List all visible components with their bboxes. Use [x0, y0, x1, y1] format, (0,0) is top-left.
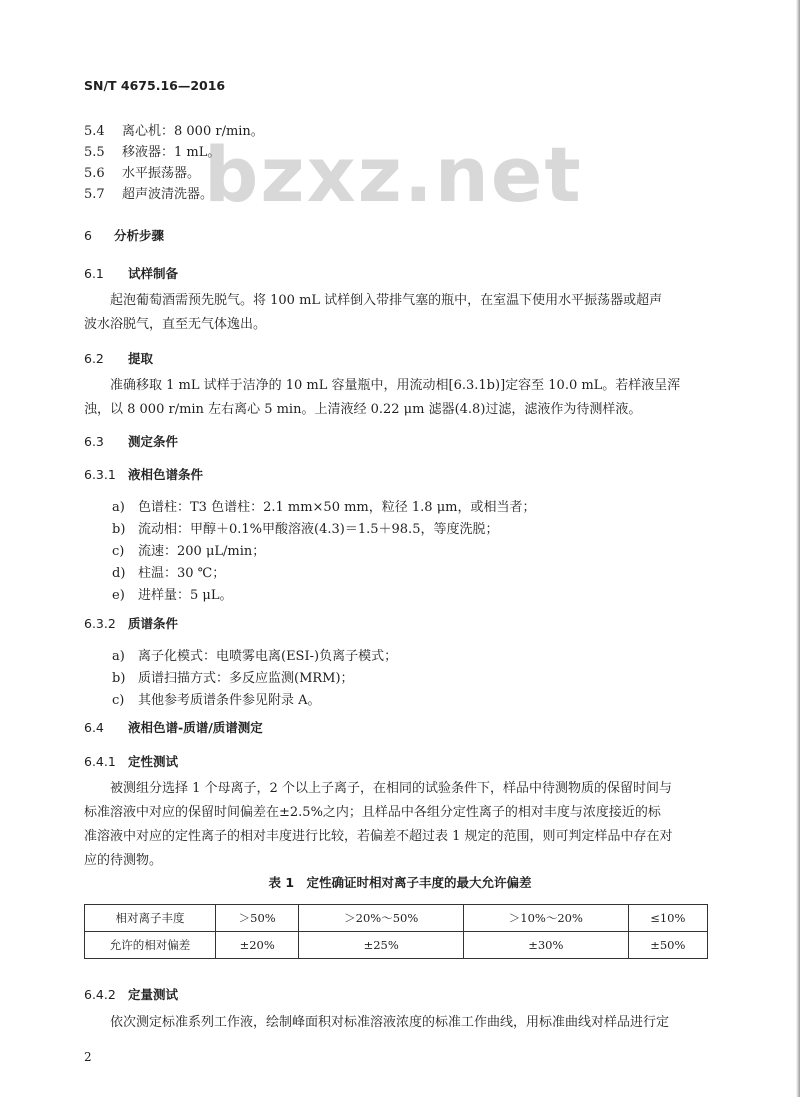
section-heading: 6.3 测定条件: [84, 434, 179, 449]
table-cell: ±20%: [216, 932, 299, 959]
section-heading: 6.2 提取: [84, 351, 154, 366]
equipment-item: 5.6 水平振荡器。: [84, 166, 201, 181]
list-item: b) 流动相：甲醇＋0.1%甲酸溶液(4.3)＝1.5＋98.5，等度洗脱；: [112, 522, 499, 537]
document-header: SN/T 4675.16—2016: [84, 78, 226, 93]
section-heading: 6.4 液相色谱-质谱/质谱测定: [84, 720, 263, 735]
table-cell: ±30%: [464, 932, 629, 959]
paragraph: 准确移取 1 mL 试样于洁净的 10 mL 容量瓶中，用流动相[6.3.1b)]定容至 10.0 mL。若样液呈浑 浊，以 8 000 r/min 左右离心 5 min。上清液经 0.22 μm 滤器(4.8)过滤，滤液作为待测样液。: [84, 378, 681, 417]
table-row: [85, 905, 708, 932]
table-cell: ±25%: [299, 932, 464, 959]
table-cell: 允许的相对偏差: [85, 932, 216, 959]
list-item: c) 流速：200 μL/min；: [112, 544, 266, 559]
section-heading: 6 分析步骤: [84, 228, 165, 243]
paragraph: 被测组分选择 1 个母离子，2 个以上子离子，在相同的试验条件下，样品中待测物质的保留时间与 标准溶液中对应的保留时间偏差在±2.5%之内；且样品中各组分定性离子的相对丰度与浓度接近的标 准溶液中对应的定性离子的相对丰度进行比较，若偏差不超过表 1 规定的范围，则可判定样品中存在对 应的待测物。: [84, 781, 673, 868]
table-caption: 表 1 定性确证时相对离子丰度的最大允许偏差: [268, 875, 532, 890]
table-cell: ±50%: [628, 932, 707, 959]
list-item: c) 其他参考质谱条件参见附录 A。: [112, 693, 321, 708]
table-row: [85, 932, 708, 959]
watermark: bzxz.net: [204, 130, 583, 219]
section-heading: 6.1 试样制备: [84, 266, 179, 281]
table-cell: ＞50%: [216, 905, 299, 932]
scan-edge-shadow: [796, 0, 800, 1097]
table-cell: ＞20%～50%: [299, 905, 464, 932]
equipment-item: 5.7 超声波清洗器。: [84, 187, 214, 202]
section-heading: 6.3.1 液相色谱条件: [84, 467, 204, 482]
section-heading: 6.4.1 定性测试: [84, 754, 179, 769]
paragraph: 依次测定标准系列工作液，绘制峰面积对标准溶液浓度的标准工作曲线，用标准曲线对样品进行定: [110, 1015, 670, 1030]
page-number: 2: [84, 1050, 92, 1064]
list-item: b) 质谱扫描方式：多反应监测(MRM)；: [112, 671, 354, 686]
section-heading: 6.4.2 定量测试: [84, 987, 179, 1002]
equipment-item: 5.5 移液器：1 mL。: [84, 145, 221, 160]
list-item: a) 色谱柱：T3 色谱柱：2.1 mm×50 mm，粒径 1.8 μm，或相当者；: [112, 500, 536, 515]
table-1: [84, 904, 708, 959]
list-item: d) 柱温：30 ℃；: [112, 566, 226, 581]
table-cell: ＞10%～20%: [464, 905, 629, 932]
list-item: a) 离子化模式：电喷雾电离(ESI-)负离子模式；: [112, 649, 398, 664]
table-cell: 相对离子丰度: [85, 905, 216, 932]
list-item: e) 进样量：5 μL。: [112, 588, 233, 603]
table-cell: ≤10%: [628, 905, 707, 932]
paragraph: 起泡葡萄酒需预先脱气。将 100 mL 试样倒入带排气塞的瓶中，在室温下使用水平振荡器或超声 波水浴脱气，直至无气体逸出。: [84, 293, 663, 332]
section-heading: 6.3.2 质谱条件: [84, 616, 179, 631]
equipment-item: 5.4 离心机：8 000 r/min。: [84, 124, 264, 139]
